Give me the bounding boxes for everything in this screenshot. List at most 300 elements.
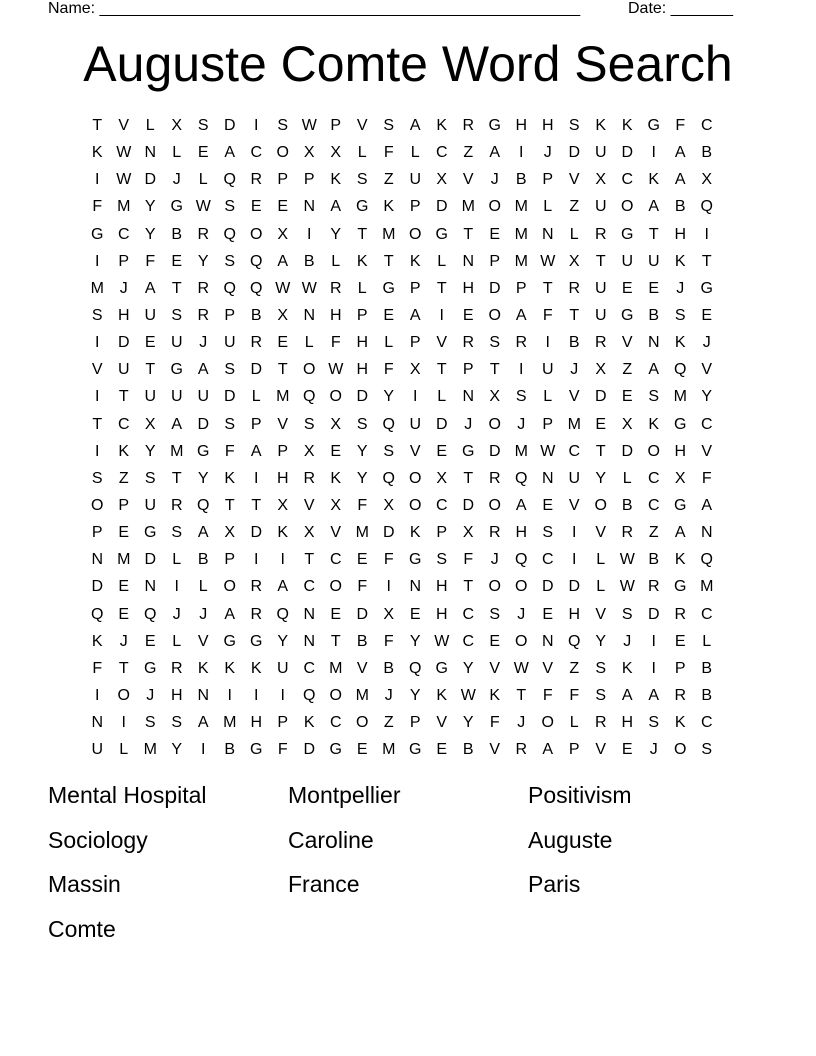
grid-letter: J (384, 686, 393, 704)
grid-letter: L (543, 198, 553, 216)
grid-letter: L (622, 469, 632, 487)
grid-letter: D (356, 605, 369, 623)
grid-letter: L (569, 714, 579, 732)
word-list-item: Mental Hospital (48, 782, 207, 808)
grid-letter: T (251, 496, 262, 514)
grid-letter: V (595, 605, 607, 623)
grid-letter: A (330, 198, 342, 216)
grid-letter: O (329, 686, 342, 704)
grid-letter: I (519, 144, 524, 162)
grid-letter: C (303, 578, 316, 596)
grid-letter: Q (382, 415, 395, 433)
grid-letter: Q (382, 469, 395, 487)
grid-letter: A (515, 496, 527, 514)
grid-letter: R (197, 306, 210, 324)
grid-letter: L (172, 632, 182, 650)
grid-letter: Q (144, 605, 157, 623)
grid-letter: D (250, 361, 263, 379)
grid-letter: Q (700, 198, 713, 216)
grid-letter: J (570, 361, 579, 379)
grid-letter: U (594, 198, 607, 216)
grid-letter: O (647, 442, 660, 460)
grid-letter: X (568, 252, 580, 270)
grid-letter: Y (462, 714, 474, 732)
grid-letter: D (117, 334, 130, 352)
grid-letter: E (144, 632, 156, 650)
grid-letter: E (542, 496, 554, 514)
grid-letter: F (463, 551, 474, 569)
grid-letter: P (462, 361, 474, 379)
grid-letter: F (277, 741, 288, 759)
grid-letter: C (117, 415, 130, 433)
grid-letter: U (223, 334, 236, 352)
grid-letter: C (250, 144, 263, 162)
grid-letter: F (145, 252, 156, 270)
grid-letter: B (383, 659, 395, 677)
grid-letter: X (701, 171, 713, 189)
grid-letter: H (117, 306, 130, 324)
grid-letter: K (436, 117, 448, 134)
grid-letter: P (515, 279, 527, 297)
grid-letter: E (250, 198, 262, 216)
grid-letter: T (118, 388, 129, 406)
grid-letter: B (648, 306, 660, 324)
grid-letter: N (144, 144, 157, 162)
grid-letter: D (621, 442, 634, 460)
grid-letter: K (674, 714, 686, 732)
grid-letter: D (568, 578, 581, 596)
grid-letter: Q (223, 279, 236, 297)
grid-letter: I (95, 334, 100, 352)
grid-letter: Q (197, 496, 210, 514)
grid-letter: R (462, 117, 475, 134)
grid-letter: T (330, 632, 341, 650)
grid-letter: E (462, 306, 474, 324)
grid-letter: R (250, 578, 263, 596)
grid-letter: U (568, 469, 581, 487)
grid-letter: G (144, 659, 157, 677)
grid-letter: U (541, 361, 554, 379)
grid-letter: M (355, 524, 369, 542)
grid-letter: S (489, 605, 501, 623)
grid-letter: N (303, 306, 316, 324)
grid-letter: J (172, 605, 181, 623)
grid-letter: Q (515, 551, 528, 569)
grid-letter: S (621, 605, 633, 623)
grid-letter: R (170, 496, 183, 514)
grid-letter: P (250, 415, 262, 433)
grid-letter: Y (356, 469, 368, 487)
grid-letter: Y (144, 198, 156, 216)
grid-letter: R (250, 334, 263, 352)
grid-letter: A (648, 361, 660, 379)
grid-letter: V (489, 659, 501, 677)
grid-letter: S (515, 388, 527, 406)
grid-letter: S (436, 551, 448, 569)
grid-letter: O (621, 198, 634, 216)
grid-letter: L (331, 252, 341, 270)
grid-letter: T (516, 686, 527, 704)
grid-letter: S (224, 198, 236, 216)
grid-letter: T (463, 469, 474, 487)
grid-letter: K (330, 171, 342, 189)
grid-letter: A (648, 198, 660, 216)
grid-letter: K (330, 469, 342, 487)
grid-letter: S (91, 469, 103, 487)
grid-letter: D (594, 388, 607, 406)
grid-letter: D (647, 605, 660, 623)
grid-letter: T (436, 279, 447, 297)
grid-letter: F (383, 144, 394, 162)
grid-letter: R (488, 469, 501, 487)
grid-letter: I (704, 225, 709, 243)
grid-letter: M (514, 252, 528, 270)
grid-letter: D (303, 741, 316, 759)
grid-letter: B (197, 551, 209, 569)
grid-letter: I (227, 686, 232, 704)
word-list-item: Comte (48, 915, 116, 942)
grid-letter: S (542, 524, 554, 542)
grid-letter: T (595, 252, 606, 270)
grid-letter: S (303, 415, 315, 433)
grid-letter: F (330, 334, 341, 352)
grid-letter: V (91, 361, 103, 379)
grid-letter: A (489, 144, 501, 162)
grid-letter: P (356, 306, 368, 324)
grid-letter: X (489, 388, 501, 406)
grid-letter: M (143, 741, 157, 759)
grid-letter: Z (463, 144, 474, 162)
grid-letter: Y (595, 469, 607, 487)
grid-letter: D (91, 578, 104, 596)
grid-letter: S (277, 117, 289, 134)
grid-letter: B (674, 198, 686, 216)
grid-letter: E (118, 605, 130, 623)
grid-letter: J (649, 741, 658, 759)
grid-letter: R (674, 605, 687, 623)
grid-letter: K (383, 198, 395, 216)
grid-letter: O (488, 578, 501, 596)
grid-letter: D (223, 388, 236, 406)
grid-letter: X (277, 225, 289, 243)
grid-letter: J (464, 415, 473, 433)
grid-letter: G (223, 632, 236, 650)
grid-letter: X (277, 306, 289, 324)
grid-letter: C (541, 551, 554, 569)
grid-letter: U (594, 306, 607, 324)
grid-letter: M (382, 225, 396, 243)
grid-letter: G (91, 225, 104, 243)
grid-letter: P (277, 714, 289, 732)
grid-letter: D (435, 198, 448, 216)
grid-letter: C (700, 714, 713, 732)
grid-letter: K (197, 659, 209, 677)
grid-letter: F (92, 659, 103, 677)
grid-letter: X (303, 524, 315, 542)
grid-letter: W (540, 442, 556, 460)
grid-letter: P (118, 496, 130, 514)
grid-letter: M (117, 198, 131, 216)
grid-letter: G (621, 225, 634, 243)
grid-letter: X (330, 415, 342, 433)
grid-letter: V (568, 496, 580, 514)
grid-letter: X (621, 415, 633, 433)
grid-letter: R (462, 334, 475, 352)
grid-letter: A (409, 117, 421, 134)
grid-letter: G (462, 442, 475, 460)
grid-letter: P (542, 415, 554, 433)
grid-letter: H (462, 279, 475, 297)
grid-letter: E (356, 551, 368, 569)
grid-letter: U (144, 388, 157, 406)
grid-letter: Y (383, 388, 395, 406)
grid-letter: Q (568, 632, 581, 650)
grid-letter: Q (223, 171, 236, 189)
grid-letter: X (436, 171, 448, 189)
grid-letter: I (545, 334, 550, 352)
grid-letter: L (172, 551, 182, 569)
grid-letter: I (307, 225, 312, 243)
grid-letter: O (674, 741, 687, 759)
grid-letter: Y (356, 442, 368, 460)
grid-letter: B (701, 659, 713, 677)
grid-letter: O (488, 415, 501, 433)
grid-letter: J (676, 279, 685, 297)
grid-letter: R (170, 659, 183, 677)
grid-letter: E (383, 306, 395, 324)
grid-letter: I (386, 578, 391, 596)
page-title: Auguste Comte Word Search (83, 36, 733, 92)
grid-letter: G (435, 659, 448, 677)
grid-letter: M (276, 388, 290, 406)
grid-letter: K (91, 632, 103, 650)
grid-letter: B (701, 686, 713, 704)
grid-letter: T (489, 361, 500, 379)
grid-letter: W (434, 632, 450, 650)
grid-letter: I (651, 659, 656, 677)
grid-letter: H (356, 361, 369, 379)
grid-letter: S (568, 117, 580, 134)
grid-letter: N (409, 578, 422, 596)
grid-letter: G (356, 198, 369, 216)
word-list-item: Auguste (528, 826, 613, 853)
grid-letter: L (357, 144, 367, 162)
grid-letter: X (330, 496, 342, 514)
grid-letter: Y (462, 659, 474, 677)
grid-letter: E (436, 442, 448, 460)
grid-letter: V (197, 632, 209, 650)
grid-letter: H (329, 306, 342, 324)
grid-letter: T (357, 225, 368, 243)
grid-letter: K (674, 334, 686, 352)
grid-letter: S (224, 252, 236, 270)
grid-letter: D (488, 279, 501, 297)
grid-letter: H (568, 605, 581, 623)
grid-letter: F (357, 578, 368, 596)
grid-letter: S (595, 686, 607, 704)
grid-letter: O (541, 714, 554, 732)
grid-letter: X (383, 496, 395, 514)
grid-letter: B (568, 334, 580, 352)
grid-letter: L (198, 578, 208, 596)
grid-letter: K (648, 171, 660, 189)
grid-letter: I (121, 714, 126, 732)
grid-letter: M (117, 551, 131, 569)
grid-letter: D (144, 551, 157, 569)
grid-letter: J (119, 632, 128, 650)
grid-letter: T (383, 252, 394, 270)
grid-letter: S (171, 524, 183, 542)
grid-letter: T (277, 361, 288, 379)
grid-letter: U (594, 279, 607, 297)
grid-letter: K (303, 714, 315, 732)
grid-letter: R (647, 578, 660, 596)
grid-letter: Y (701, 388, 713, 406)
grid-letter: L (198, 171, 208, 189)
grid-letter: K (409, 524, 421, 542)
grid-letter: I (95, 252, 100, 270)
grid-letter: X (224, 524, 236, 542)
grid-letter: G (674, 578, 687, 596)
grid-letter: E (595, 415, 607, 433)
grid-letter: S (648, 714, 660, 732)
grid-letter: C (435, 496, 448, 514)
grid-letter: S (144, 469, 156, 487)
grid-letter: Y (144, 225, 156, 243)
grid-letter: R (250, 605, 263, 623)
grid-letter: A (224, 605, 236, 623)
grid-letter: H (515, 117, 528, 134)
grid-letter: U (170, 388, 183, 406)
grid-letter: J (490, 171, 499, 189)
grid-letter: D (488, 442, 501, 460)
grid-letter: G (170, 198, 183, 216)
grid-letter: M (514, 198, 528, 216)
grid-letter: I (519, 361, 524, 379)
grid-letter: J (543, 144, 552, 162)
grid-letter: I (95, 686, 100, 704)
grid-letter: L (437, 252, 447, 270)
grid-letter: T (648, 225, 659, 243)
grid-letter: H (276, 469, 289, 487)
grid-letter: R (303, 469, 316, 487)
grid-letter: A (197, 361, 209, 379)
grid-letter: T (701, 252, 712, 270)
grid-letter: U (594, 144, 607, 162)
grid-letter: W (619, 578, 635, 596)
word-list-item: Paris (528, 871, 581, 897)
grid-letter: K (674, 252, 686, 270)
grid-letter: O (488, 306, 501, 324)
word-list-item: Montpellier (288, 782, 401, 808)
grid-letter: M (223, 714, 237, 732)
grid-letter: W (275, 279, 291, 297)
grid-letter: Y (171, 741, 183, 759)
grid-letter: A (197, 714, 209, 732)
grid-letter: L (172, 144, 182, 162)
grid-letter: L (702, 632, 712, 650)
grid-letter: J (517, 415, 526, 433)
grid-letter: W (540, 252, 556, 270)
grid-letter: R (488, 524, 501, 542)
grid-letter: P (224, 306, 236, 324)
grid-letter: S (489, 334, 501, 352)
grid-letter: D (382, 524, 395, 542)
grid-letter: P (409, 714, 421, 732)
grid-letter: V (568, 171, 580, 189)
grid-letter: V (356, 117, 368, 134)
grid-letter: B (171, 225, 183, 243)
grid-letter: G (170, 361, 183, 379)
grid-letter: D (568, 144, 581, 162)
grid-letter: D (621, 144, 634, 162)
grid-letter: A (277, 252, 289, 270)
grid-letter: A (144, 279, 156, 297)
grid-letter: F (542, 686, 553, 704)
grid-letter: T (304, 551, 315, 569)
grid-letter: Z (569, 659, 580, 677)
grid-letter: T (171, 469, 182, 487)
grid-letter: Y (197, 252, 209, 270)
grid-letter: Y (595, 632, 607, 650)
grid-letter: K (595, 117, 607, 134)
grid-letter: W (301, 279, 317, 297)
grid-letter: V (701, 361, 713, 379)
grid-letter: A (701, 496, 713, 514)
grid-letter: X (277, 496, 289, 514)
grid-letter: F (383, 632, 394, 650)
grid-letter: I (95, 171, 100, 189)
grid-letter: E (330, 605, 342, 623)
grid-letter: A (542, 741, 554, 759)
grid-letter: U (197, 388, 210, 406)
grid-letter: F (569, 686, 580, 704)
grid-letter: M (514, 442, 528, 460)
grid-letter: J (517, 605, 526, 623)
word-list (48, 778, 768, 956)
grid-letter: C (568, 442, 581, 460)
grid-letter: T (595, 442, 606, 460)
grid-letter: L (251, 388, 261, 406)
grid-letter: M (514, 225, 528, 243)
grid-letter: M (567, 415, 581, 433)
grid-letter: F (383, 551, 394, 569)
grid-letter: S (171, 714, 183, 732)
grid-letter: K (91, 144, 103, 162)
grid-letter: C (303, 659, 316, 677)
grid-letter: O (276, 144, 289, 162)
grid-letter: Z (118, 469, 129, 487)
grid-letter: R (329, 279, 342, 297)
grid-letter: L (410, 144, 420, 162)
grid-letter: T (145, 361, 156, 379)
grid-letter: R (594, 225, 607, 243)
grid-letter: T (171, 279, 182, 297)
grid-letter: L (437, 388, 447, 406)
grid-letter: T (436, 361, 447, 379)
grid-letter: A (197, 524, 209, 542)
grid-letter: I (280, 686, 285, 704)
grid-letter: P (224, 551, 236, 569)
grid-letter: G (621, 306, 634, 324)
grid-letter: W (460, 686, 476, 704)
grid-letter: Z (383, 714, 394, 732)
grid-letter: S (144, 714, 156, 732)
grid-letter: P (568, 741, 580, 759)
grid-letter: C (700, 605, 713, 623)
grid-letter: I (254, 551, 259, 569)
grid-letter: G (382, 279, 395, 297)
